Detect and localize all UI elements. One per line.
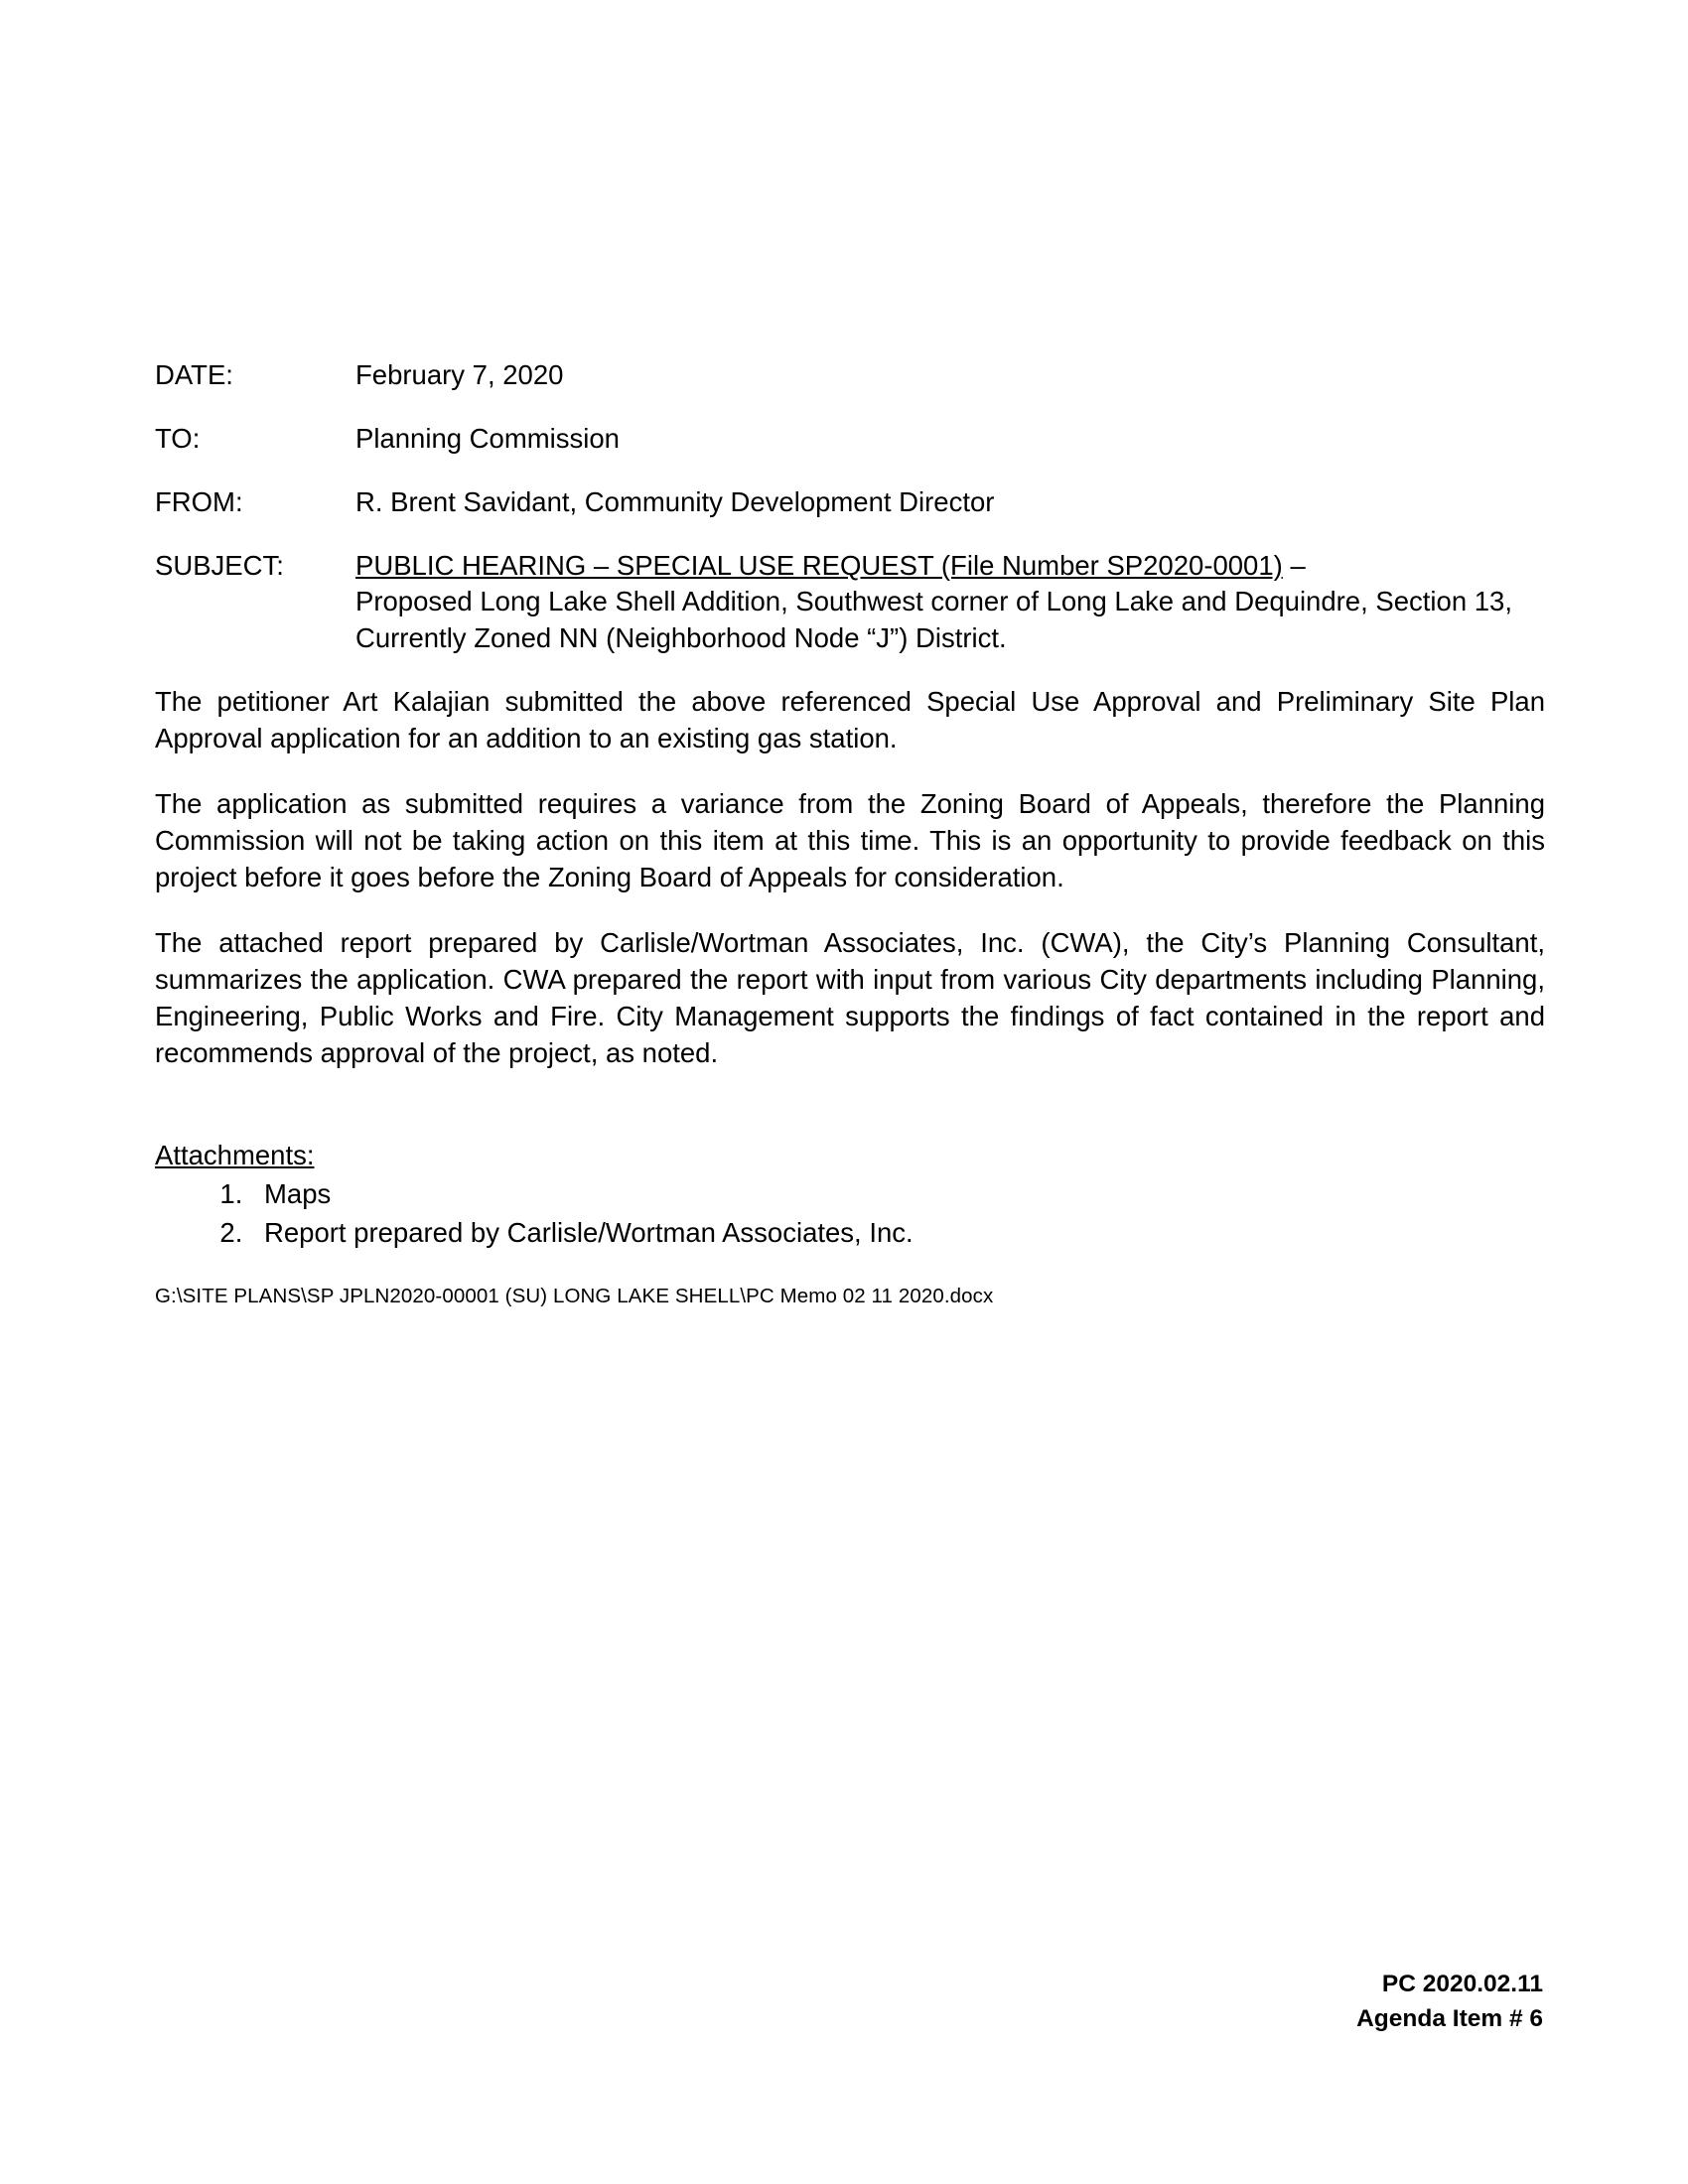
- attachments-list: [155, 1175, 1545, 1251]
- page-footer: [1356, 1968, 1543, 2037]
- paragraph-3: The attached report prepared by Carlisle/Wortman Associates, Inc. (CWA), the City’s Planning Consultant, summarizes the application. CWA prepared the report with input from various City departments including Planning, Engineering, Public Works and Fire. City Management supports the findings of fact contained in the report and recommends approval of the project, as noted.: [155, 926, 1545, 1068]
- memo-label-to: TO:: [155, 422, 201, 454]
- attachments-heading: Attachments:: [155, 1139, 315, 1170]
- memo-row-subject: [155, 548, 1545, 658]
- paragraph-2: The application as submitted requires a variance from the Zoning Board of Appeals, therefore the Planning Commission will not be taking action on this item at this time. This is an opportunity to provide feedback on this project before it goes before the Zoning Board of Appeals for consideration.: [155, 788, 1545, 892]
- memo-label-from: FROM:: [155, 485, 243, 517]
- footer-meeting-id: PC 2020.02.11: [1381, 1971, 1543, 1998]
- file-path-line: G:\SITE PLANS\SP JPLN2020-00001 (SU) LONG LAKE SHELL\PC Memo 02 11 2020.docx: [155, 1285, 994, 1308]
- memo-value-from: R. Brent Savidant, Community Development Director: [355, 485, 995, 517]
- memo-value-to: Planning Commission: [355, 422, 620, 454]
- memo-header: [155, 357, 1545, 657]
- paragraph-1: The petitioner Art Kalajian submitted the above referenced Special Use Approval and Preliminary Site Plan Approval application for an addition to an existing gas station.: [155, 686, 1545, 754]
- memo-value-date: February 7, 2020: [355, 359, 564, 390]
- memo-row-date: [155, 357, 1545, 394]
- memo-value-subject: [355, 548, 1545, 658]
- memo-label-subject: SUBJECT:: [155, 549, 284, 581]
- list-item: 1. Maps: [250, 1175, 1545, 1212]
- memo-subject-headline: [355, 548, 1545, 585]
- memo-row-to: [155, 421, 1545, 458]
- memo-subject-detail: Proposed Long Lake Shell Addition, Southwest corner of Long Lake and Dequindre, Section 13, Currently Zoned NN (Neighborhood Node “J”) District.: [355, 586, 1512, 654]
- memo-row-from: [155, 484, 1545, 521]
- memo-body: [155, 357, 1545, 1308]
- memo-subject-dash: –: [1282, 549, 1306, 581]
- list-item: 2. Report prepared by Carlisle/Wortman Associates, Inc.: [250, 1214, 1545, 1251]
- memo-label-date: DATE:: [155, 359, 233, 390]
- footer-agenda-item: Agenda Item # 6: [1356, 2005, 1543, 2033]
- memo-subject-underlined: PUBLIC HEARING – SPECIAL USE REQUEST (File Number SP2020-0001): [355, 549, 1283, 581]
